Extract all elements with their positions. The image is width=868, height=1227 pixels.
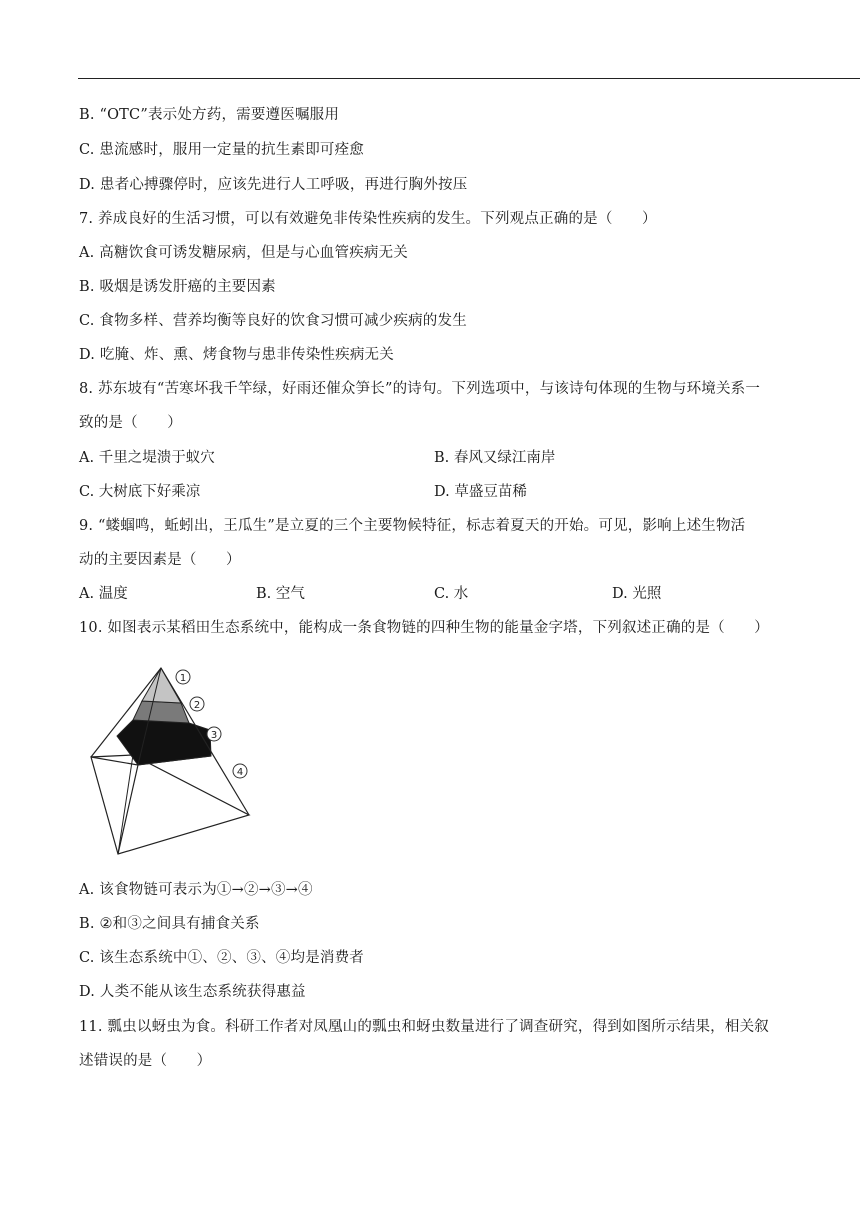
q8-option-c: C. 大树底下好乘凉	[79, 484, 201, 500]
header-rule	[78, 78, 860, 79]
q7-option-d: D. 吃腌、炸、熏、烤食物与患非传染性疾病无关	[79, 347, 394, 363]
q8-stem-line1: 8. 苏东坡有“苦寒坏我千竿绿，好雨还催众笋长”的诗句。下列选项中，与该诗句体现的生物与环境关系一	[79, 381, 761, 397]
q10-option-c: C. 该生态系统中①、②、③、④均是消费者	[79, 950, 364, 966]
q6-option-c: C. 患流感时，服用一定量的抗生素即可痊愈	[79, 142, 364, 158]
q10-stem: 10. 如图表示某稻田生态系统中，能构成一条食物链的四种生物的能量金字塔，下列叙述正确的是（ ）	[79, 620, 769, 636]
pyramid-label-1	[176, 670, 190, 684]
svg-text:2: 2	[193, 700, 201, 711]
svg-text:1: 1	[179, 673, 187, 684]
q8-option-a: A. 千里之堤溃于蚁穴	[79, 450, 215, 466]
pyramid-label-2	[190, 697, 204, 711]
q7-stem: 7. 养成良好的生活习惯，可以有效避免非传染性疾病的发生。下列观点正确的是（ ）	[79, 211, 657, 227]
q6-option-d: D. 患者心搏骤停时，应该先进行人工呼吸，再进行胸外按压	[79, 177, 468, 193]
pyramid-tier-4	[91, 755, 249, 854]
pyramid-label-4	[233, 764, 247, 778]
q9-stem-line2: 动的主要因素是（ ）	[79, 552, 241, 568]
q11-stem-line2: 述错误的是（ ）	[79, 1053, 212, 1069]
q9-stem-line1: 9. “蝼蝈鸣，蚯蚓出，王瓜生”是立夏的三个主要物候特征，标志着夏天的开始。可见，影响上述生物活	[79, 518, 746, 534]
pyramid-tier-2	[133, 701, 189, 723]
q10-option-b: B. ②和③之间具有捕食关系	[79, 916, 260, 932]
q8-stem-line2: 致的是（ ）	[79, 415, 182, 431]
svg-text:4: 4	[236, 767, 244, 778]
q7-option-c: C. 食物多样、营养均衡等良好的饮食习惯可减少疾病的发生	[79, 313, 467, 329]
q7-option-a: A. 高糖饮食可诱发糖尿病，但是与心血管疾病无关	[79, 245, 408, 261]
svg-text:3: 3	[210, 730, 218, 741]
q10-option-a: A. 该食物链可表示为①→②→③→④	[79, 882, 313, 898]
energy-pyramid-figure	[85, 660, 275, 865]
q7-option-b: B. 吸烟是诱发肝癌的主要因素	[79, 279, 276, 295]
q8-option-d: D. 草盛豆苗稀	[434, 484, 527, 500]
pyramid-label-3	[207, 727, 221, 741]
q9-option-d: D. 光照	[612, 586, 662, 602]
q9-option-a: A. 温度	[79, 586, 128, 602]
q8-option-b: B. 春风又绿江南岸	[434, 450, 556, 466]
q9-option-c: C. 水	[434, 586, 469, 602]
q6-option-b: B. “OTC”表示处方药，需要遵医嘱服用	[79, 107, 340, 123]
q10-option-d: D. 人类不能从该生态系统获得惠益	[79, 984, 306, 1000]
q11-stem-line1: 11. 瓢虫以蚜虫为食。科研工作者对凤凰山的瓢虫和蚜虫数量进行了调查研究，得到如图所示结果，相关叙	[79, 1019, 769, 1035]
q9-option-b: B. 空气	[256, 586, 305, 602]
